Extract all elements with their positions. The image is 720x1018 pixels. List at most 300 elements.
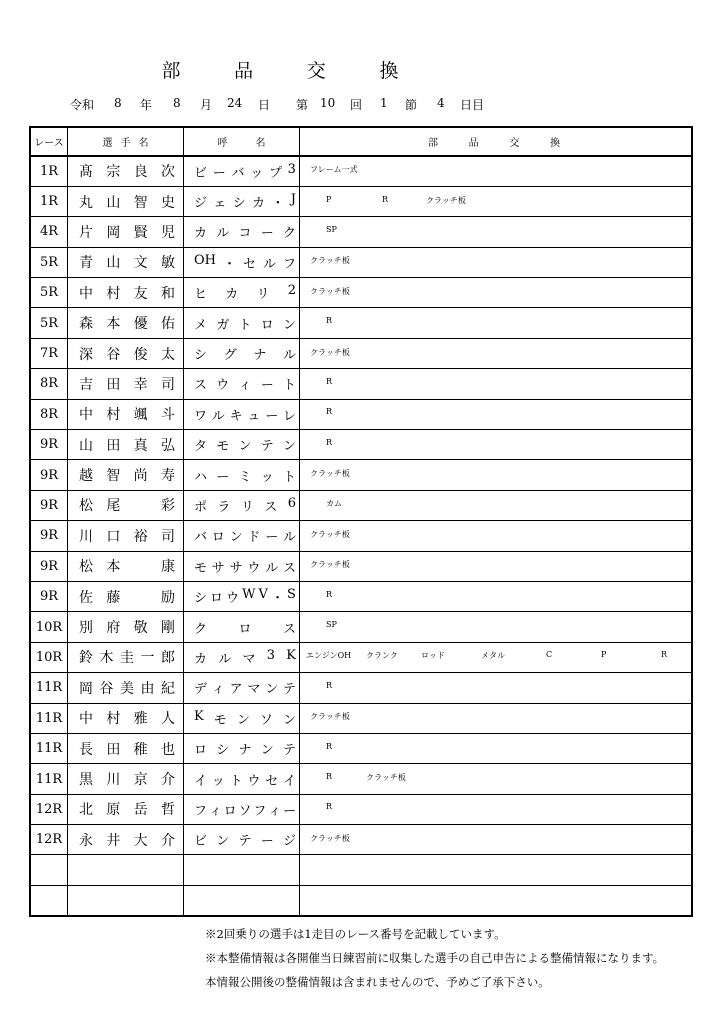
nickname-char: ロ <box>210 591 224 607</box>
parts-item: クラッチ板 <box>310 560 350 570</box>
parts-exchange-table <box>29 126 693 917</box>
racer-name-char: 俊 <box>133 346 148 363</box>
race-cell: 10R <box>30 642 68 672</box>
racer-name-char: 友 <box>133 285 148 302</box>
parts-cell <box>300 551 693 581</box>
race-cell: 11R <box>30 764 68 794</box>
nickname-cell <box>184 490 300 520</box>
racer-name-char: 松 <box>79 559 93 576</box>
nickname-char: プ <box>268 165 282 181</box>
nickname-char: ル <box>218 651 232 667</box>
date-nichime-num: 4 <box>437 96 445 110</box>
parts-item: SP <box>326 224 337 234</box>
racer-name-cell <box>68 490 184 520</box>
title-char: 換 <box>379 60 399 82</box>
parts-item: クラッチ板 <box>310 469 350 479</box>
nickname-char: ヒ <box>194 287 208 303</box>
nickname-char: シ <box>216 743 230 759</box>
nickname-char: カ <box>194 226 208 242</box>
racer-name-char: 丸 <box>79 194 93 211</box>
parts-cell <box>300 673 693 703</box>
nickname-char: コ <box>238 226 252 242</box>
race-cell: 12R <box>30 794 68 824</box>
parts-cell <box>300 186 693 216</box>
racer-name-cell <box>68 855 184 885</box>
race-cell: 11R <box>30 673 68 703</box>
nickname-char: K <box>286 647 296 663</box>
racer-name-char: 岡 <box>79 680 93 697</box>
nickname-char: ト <box>282 378 296 394</box>
nickname-char: ウ <box>247 773 261 789</box>
nickname-char: テ <box>238 834 252 850</box>
table-row <box>30 308 692 338</box>
racer-name-char: 雅 <box>133 711 148 728</box>
race-cell: 11R <box>30 733 68 763</box>
notes <box>205 922 664 994</box>
racer-name-char: 本 <box>106 316 121 333</box>
racer-name-char: 司 <box>160 528 175 545</box>
parts-item: R <box>382 194 389 204</box>
parts-cell <box>300 612 693 642</box>
nickname-char: 6 <box>287 495 296 511</box>
nickname-char: ワ <box>194 408 208 424</box>
header-parts-char: 換 <box>549 138 560 149</box>
nickname-char: ッ <box>211 773 225 789</box>
parts-item: クラッチ板 <box>310 347 350 357</box>
racer-name-char: 田 <box>106 437 121 454</box>
parts-cell <box>300 278 693 308</box>
table-row <box>30 825 692 855</box>
racer-name-char: 口 <box>106 528 121 545</box>
parts-item: カム <box>326 499 342 509</box>
parts-item: メタル <box>481 651 505 661</box>
parts-item: P <box>601 650 607 660</box>
nickname-char: タ <box>194 439 208 455</box>
nickname-cell <box>184 703 300 733</box>
parts-cell <box>300 247 693 277</box>
nickname-char: ン <box>238 439 252 455</box>
racer-name-char: 宗 <box>106 164 121 181</box>
parts-item: R <box>326 741 333 751</box>
nickname-char: S <box>287 587 296 603</box>
racer-name-char: 山 <box>106 255 121 272</box>
table-row <box>30 338 692 368</box>
nickname-char: ル <box>282 530 296 546</box>
racer-name-char: 谷 <box>99 680 114 697</box>
title-char: 交 <box>306 60 326 82</box>
nickname-char: V <box>258 587 268 603</box>
parts-item: クラッチ板 <box>310 833 350 843</box>
nickname-char: リ <box>256 287 270 303</box>
nickname-cell <box>184 399 300 429</box>
note-line: ※2回乗りの選手は1走目のレース番号を記載しています。 <box>205 927 506 941</box>
nickname-char: K <box>194 708 204 724</box>
nickname-char: ビ <box>194 165 208 181</box>
table-row <box>30 247 692 277</box>
racer-name-char: 片 <box>79 224 93 241</box>
nickname-char: ・ <box>222 256 236 272</box>
racer-name-char: 佐 <box>79 589 93 606</box>
parts-cell <box>300 430 693 460</box>
date-setsu: 節 <box>405 98 418 112</box>
racer-name-cell <box>68 551 184 581</box>
nickname-char: ス <box>194 378 208 394</box>
nickname-char: ソ <box>238 803 252 819</box>
racer-name-cell <box>68 460 184 490</box>
table-row <box>30 430 692 460</box>
race-cell: 9R <box>30 460 68 490</box>
nickname-char: シ <box>232 196 246 212</box>
nickname-char: ン <box>229 530 243 546</box>
nickname-char: カ <box>194 651 208 667</box>
nickname-char: ー <box>260 378 274 394</box>
date-setsu-num: 1 <box>380 96 388 110</box>
nickname-char: ル <box>282 348 296 364</box>
racer-name-char: 越 <box>79 468 93 485</box>
header-name-char: 選 <box>102 138 113 149</box>
date-year-unit: 年 <box>140 98 153 112</box>
racer-name-char: 大 <box>133 832 148 849</box>
table-row <box>30 764 692 794</box>
racer-name-char: 次 <box>160 164 175 181</box>
nickname-char: ェ <box>213 196 227 212</box>
parts-item: R <box>326 772 333 781</box>
nickname-cell <box>184 278 300 308</box>
racer-name-char: 原 <box>106 802 121 819</box>
racer-name-char: 介 <box>160 832 175 849</box>
racer-name-char <box>133 587 149 607</box>
nickname-char: ロ <box>194 743 208 759</box>
nickname-char: ッ <box>260 469 274 485</box>
racer-name-char: 敏 <box>160 255 175 272</box>
nickname-char: ク <box>282 226 296 242</box>
nickname-char: セ <box>242 256 256 272</box>
racer-name-char: 裕 <box>133 528 148 545</box>
header-nick-char: 呼 <box>217 138 228 149</box>
nickname-char: ロ <box>260 317 274 333</box>
nickname-char: ロ <box>223 803 237 819</box>
table-row <box>30 490 692 520</box>
nickname-char: ン <box>265 682 279 698</box>
table-row <box>30 642 692 672</box>
parts-cell <box>300 825 693 855</box>
nickname-char: サ <box>229 560 243 576</box>
racer-name-cell <box>68 338 184 368</box>
racer-name-char: 京 <box>133 772 148 788</box>
racer-name-char: 剛 <box>160 620 175 637</box>
racer-name-char: 智 <box>133 194 148 211</box>
table-row <box>30 156 692 186</box>
date-month-unit: 月 <box>200 98 213 112</box>
nickname-char: イ <box>282 773 296 789</box>
nickname-char: テ <box>260 439 274 455</box>
racer-name-char: 太 <box>160 346 175 363</box>
racer-name-char: 黒 <box>79 772 93 788</box>
race-cell: 1R <box>30 156 68 186</box>
nickname-char: ル <box>265 560 279 576</box>
parts-cell <box>300 369 693 399</box>
nickname-char: セ <box>265 773 279 789</box>
racer-name-cell <box>68 156 184 186</box>
racer-name-cell <box>68 186 184 216</box>
nickname-char: ト <box>238 317 252 333</box>
racer-name-char: 鈴 <box>79 650 93 667</box>
table-row <box>30 612 692 642</box>
nickname-char: リ <box>240 499 254 515</box>
race-cell: 1R <box>30 186 68 216</box>
nickname-cell <box>184 217 300 247</box>
race-cell: 5R <box>30 247 68 277</box>
nickname-cell <box>184 825 300 855</box>
parts-item: クラッチ板 <box>310 256 350 266</box>
racer-name-char: 府 <box>106 620 121 637</box>
racer-name-char: 斗 <box>160 407 175 424</box>
nickname-char: フ <box>282 256 296 272</box>
parts-cell <box>300 885 693 916</box>
nickname-char: ロ <box>238 621 252 637</box>
nickname-char: フ <box>253 803 267 819</box>
racer-name-char: 藤 <box>106 589 121 606</box>
date-kai-num: 10 <box>320 96 336 110</box>
parts-item: R <box>326 680 333 690</box>
parts-item: フレーム一式 <box>310 165 358 175</box>
nickname-char: 2 <box>287 283 296 299</box>
racer-name-cell <box>68 247 184 277</box>
table-row <box>30 855 692 885</box>
nickname-cell <box>184 460 300 490</box>
racer-name-char: 田 <box>106 741 121 758</box>
date-dai: 第 <box>296 98 309 112</box>
racer-name-char: 森 <box>79 316 93 333</box>
nickname-char: ン <box>282 317 296 333</box>
nickname-char: 3 <box>266 647 276 663</box>
nickname-cell <box>184 308 300 338</box>
date-kai: 回 <box>350 98 363 112</box>
nickname-char: ュ <box>247 408 261 424</box>
racer-name-char: 中 <box>79 711 93 728</box>
racer-name-char: 髙 <box>79 164 93 181</box>
racer-name-char: 彩 <box>160 498 175 515</box>
nickname-char: レ <box>282 408 296 424</box>
racer-name-char: 真 <box>133 437 148 454</box>
nickname-char: ー <box>216 469 230 485</box>
parts-cell <box>300 460 693 490</box>
nickname-char: ハ <box>194 469 208 485</box>
racer-name-char: 文 <box>133 255 148 272</box>
nickname-char: ・ <box>270 591 284 607</box>
nickname-char: ィ <box>208 803 222 819</box>
racer-name-cell <box>68 430 184 460</box>
nickname-cell <box>184 855 300 885</box>
race-cell <box>30 855 68 885</box>
race-cell: 9R <box>30 430 68 460</box>
nickname-char: ナ <box>238 743 252 759</box>
racer-name-char: 優 <box>133 316 148 333</box>
nickname-char: キ <box>229 408 243 424</box>
nickname-char: ル <box>216 226 230 242</box>
nickname-char: ー <box>260 226 274 242</box>
race-cell: 5R <box>30 278 68 308</box>
nickname-char: モ <box>213 712 227 728</box>
racer-name-char: 長 <box>79 741 93 758</box>
race-cell: 8R <box>30 369 68 399</box>
date-day-unit: 日 <box>258 98 271 112</box>
racer-name-char: 一 <box>140 650 155 667</box>
table-row <box>30 703 692 733</box>
parts-item: R <box>661 650 668 660</box>
header-nick <box>184 127 300 156</box>
parts-cell <box>300 581 693 611</box>
table-row <box>30 217 692 247</box>
table-row <box>30 581 692 611</box>
nickname-char: ン <box>260 743 274 759</box>
nickname-char: ト <box>282 469 296 485</box>
parts-cell <box>300 642 693 672</box>
nickname-char: グ <box>223 348 237 364</box>
nickname-char: ー <box>212 165 226 181</box>
nickname-cell <box>184 369 300 399</box>
nickname-char: W <box>242 587 256 603</box>
parts-item: エンジンOH <box>306 651 352 661</box>
nickname-char: マ <box>247 682 261 698</box>
racer-name-cell <box>68 703 184 733</box>
racer-name-char: 介 <box>160 772 175 788</box>
racer-name-char: 寿 <box>160 468 175 485</box>
racer-name-char: 佑 <box>160 316 175 333</box>
date-year: 8 <box>114 96 122 110</box>
nickname-char: 3 <box>287 161 296 177</box>
race-cell: 9R <box>30 490 68 520</box>
nickname-char: ウ <box>226 591 240 607</box>
nickname-char: ス <box>282 621 296 637</box>
racer-name-char: 北 <box>79 802 93 819</box>
nickname-char: ナ <box>253 348 267 364</box>
nickname-cell <box>184 521 300 551</box>
racer-name-cell <box>68 521 184 551</box>
parts-item: R <box>326 437 333 447</box>
nickname-char: ン <box>282 439 296 455</box>
header-name <box>68 127 184 156</box>
nickname-char: カ <box>252 196 266 212</box>
header-name-char: 名 <box>138 138 149 149</box>
nickname-char: OH <box>194 252 216 268</box>
race-cell: 9R <box>30 581 68 611</box>
parts-item: クラッチ板 <box>426 195 466 205</box>
nickname-char: ド <box>247 530 261 546</box>
racer-name-cell <box>68 885 184 916</box>
racer-name-char <box>133 556 149 576</box>
nickname-cell <box>184 581 300 611</box>
nickname-char: ア <box>229 682 243 698</box>
nickname-char: ラ <box>217 499 231 515</box>
nickname-char: ィ <box>268 803 282 819</box>
nickname-char: ー <box>282 803 296 819</box>
nickname-cell <box>184 247 300 277</box>
racer-name-char: 也 <box>160 741 175 758</box>
parts-item: クランク <box>366 651 398 661</box>
racer-name-cell <box>68 733 184 763</box>
table-row <box>30 673 692 703</box>
note-line: 本情報公開後の整備情報は含まれませんので、予めご了承下さい。 <box>205 975 550 989</box>
table-row <box>30 278 692 308</box>
racer-name-char: 哲 <box>160 802 175 819</box>
nickname-char: ク <box>194 621 208 637</box>
parts-cell <box>300 308 693 338</box>
nickname-cell <box>184 338 300 368</box>
parts-cell <box>300 764 693 794</box>
header-name-char: 手 <box>120 138 131 149</box>
nickname-char: テ <box>282 743 296 759</box>
nickname-char: ウ <box>247 560 261 576</box>
nickname-char: モ <box>216 439 230 455</box>
nickname-cell <box>184 642 300 672</box>
nickname-char: ソ <box>259 712 273 728</box>
table-row <box>30 460 692 490</box>
racer-name-char: 圭 <box>120 650 134 667</box>
racer-name-char: 賢 <box>133 224 148 241</box>
nickname-char: デ <box>194 682 208 698</box>
nickname-cell <box>184 156 300 186</box>
racer-name-char: 別 <box>79 620 93 637</box>
racer-name-char: 青 <box>79 255 93 272</box>
header-parts-char: 交 <box>509 138 520 149</box>
racer-name-char: 深 <box>79 346 93 363</box>
racer-name-cell <box>68 673 184 703</box>
nickname-char: ー <box>265 530 279 546</box>
parts-item: R <box>326 316 333 326</box>
racer-name-char: 吉 <box>79 376 93 393</box>
table-row <box>30 399 692 429</box>
nickname-char: ィ <box>211 682 225 698</box>
nickname-char: ジ <box>194 196 208 212</box>
header-parts <box>300 127 693 156</box>
racer-name-char: 郎 <box>161 650 175 667</box>
parts-item: SP <box>326 620 337 630</box>
nickname-char: ガ <box>216 317 230 333</box>
nickname-char: マ <box>242 651 256 667</box>
racer-name-char: 康 <box>160 559 175 576</box>
date-era: 令和 <box>70 98 95 112</box>
racer-name-char <box>133 495 149 515</box>
parts-cell <box>300 521 693 551</box>
date-month: 8 <box>173 96 181 110</box>
nickname-char: ス <box>282 560 296 576</box>
nickname-char: シ <box>194 348 208 364</box>
racer-name-char: 尚 <box>133 468 148 485</box>
parts-cell <box>300 703 693 733</box>
nickname-char: ミ <box>238 469 252 485</box>
racer-name-char: 人 <box>160 711 175 728</box>
parts-item: クラッチ板 <box>366 773 406 782</box>
racer-name-char: 岳 <box>133 802 148 819</box>
nickname-char: フ <box>194 803 208 819</box>
nickname-char: ー <box>260 834 274 850</box>
header-parts-char: 品 <box>468 138 479 149</box>
parts-item: ロッド <box>421 651 445 661</box>
racer-name-cell <box>68 399 184 429</box>
parts-item: R <box>326 589 333 599</box>
parts-cell <box>300 794 693 824</box>
racer-name-char: 史 <box>160 194 175 211</box>
racer-name-char: 紀 <box>161 680 175 697</box>
header-parts-char: 部 <box>428 138 438 149</box>
racer-name-char: 颯 <box>133 407 148 424</box>
parts-cell <box>300 217 693 247</box>
nickname-char: ル <box>262 256 276 272</box>
racer-name-char: 弘 <box>160 437 175 454</box>
nickname-char: ン <box>282 712 296 728</box>
nickname-char: ・ <box>271 196 285 212</box>
